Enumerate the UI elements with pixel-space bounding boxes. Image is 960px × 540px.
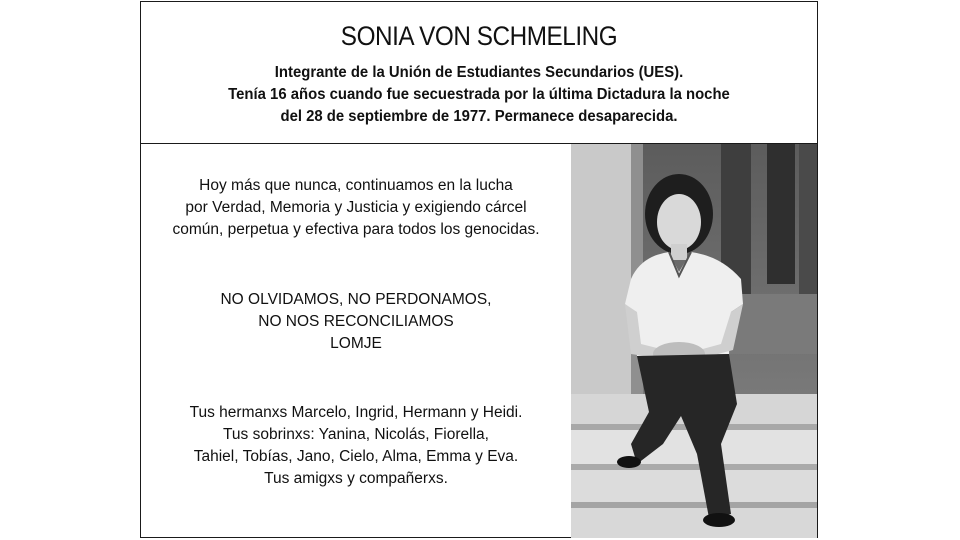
slogan-line: NO OLVIDAMOS, NO PERDONAMOS, [220,291,492,308]
notice-header [141,2,817,144]
slogan-line: NO NOS RECONCILIAMOS [258,313,454,330]
subtitle-line-3: del 28 de septiembre de 1977. Permanece desaparecida. [280,108,678,125]
signature-line: Tus hermanxs Marcelo, Ingrid, Hermann y Heidi. [189,404,523,421]
paragraph-line: Hoy más que nunca, continuamos en la lucha [199,177,513,194]
subtitle-line-1: Integrante de la Unión de Estudiantes Secundarios (UES). [274,64,684,81]
signature-line: Tahiel, Tobías, Jano, Cielo, Alma, Emma y Eva. [193,448,519,465]
memorial-notice [140,1,818,538]
person-name: SONIA VON SCHMELING [340,21,618,51]
message-column [141,144,571,538]
signature-line: Tus amigxs y compañerxs. [264,470,448,487]
paragraph-line: común, perpetua y efectiva para todos los genocidas. [172,221,540,238]
signature-line: Tus sobrinxs: Yanina, Nicolás, Fiorella, [223,426,489,443]
portrait-illustration [571,144,817,538]
slogan-signature: LOMJE [330,335,382,352]
paragraph-line: por Verdad, Memoria y Justicia y exigiendo cárcel [185,199,527,216]
portrait-photo [571,144,817,538]
subtitle-line-2: Tenía 16 años cuando fue secuestrada por la última Dictadura la noche [228,86,730,103]
